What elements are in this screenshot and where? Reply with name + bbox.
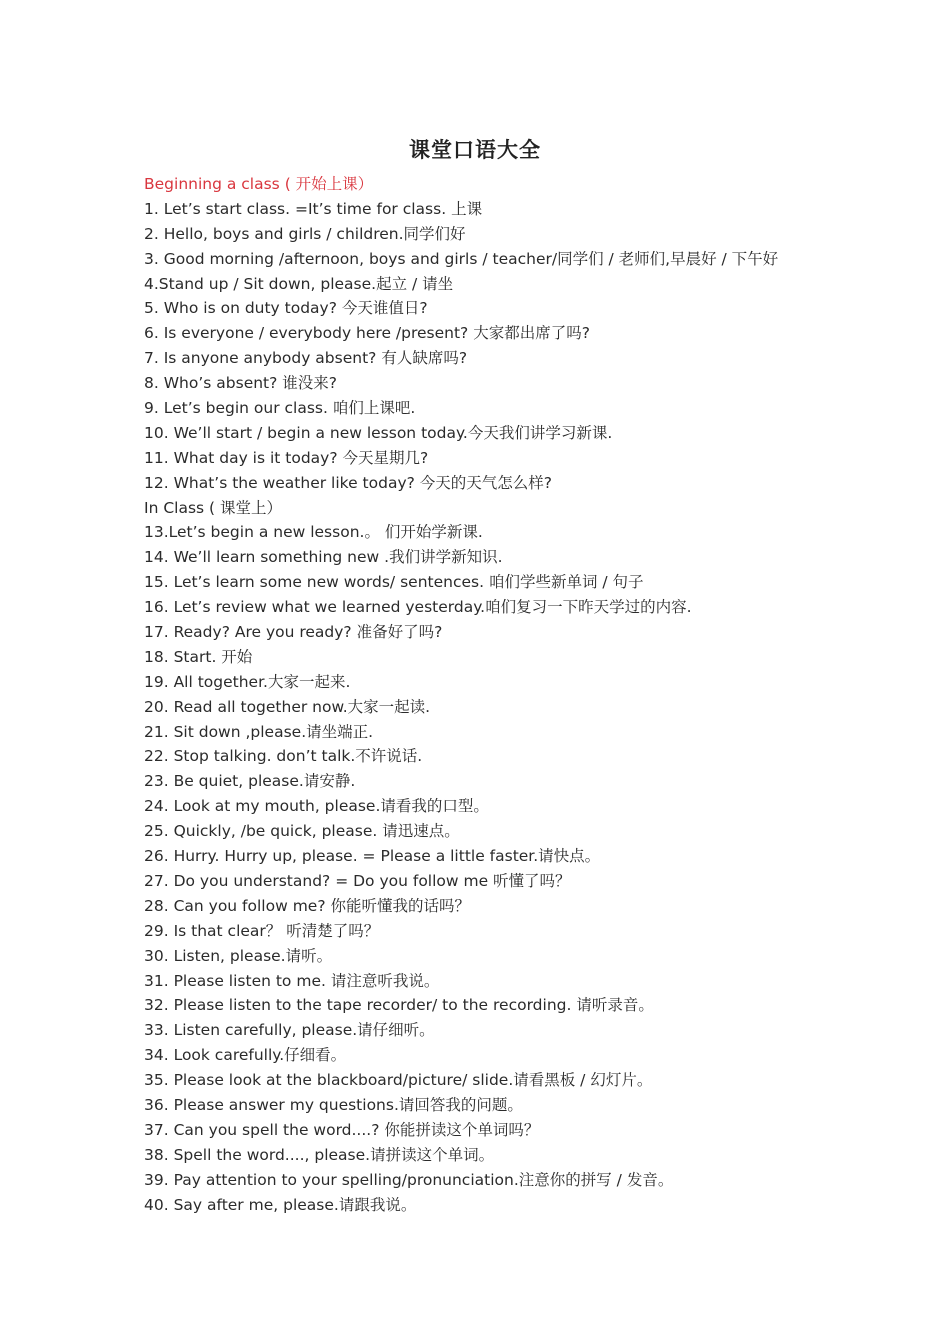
phrase-line: 29. Is that clear？ 听清楚了吗？ [144,921,380,940]
phrase-line: 16. Let’s review what we learned yesterday.咱们复习一下昨天学过的内容. [144,598,692,617]
phrase-line: 27. Do you understand? = Do you follow me 听懂了吗？ [144,871,571,890]
phrase-line: 19. All together.大家一起来. [144,672,351,691]
phrase-line: 2. Hello, boys and girls / children.同学们好 [144,224,466,243]
phrase-line: 38. Spell the word...., please.请拼读这个单词。 [144,1145,495,1164]
phrase-line: 39. Pay attention to your spelling/pronunciation.注意你的拼写 / 发音。 [144,1170,674,1189]
phrase-line: 20. Read all together now.大家一起读. [144,697,431,716]
phrase-line: 26. Hurry. Hurry up, please. = Please a little faster.请快点。 [144,847,601,866]
phrase-line: 6. Is everyone / everybody here /present? 大家都出席了吗? [144,324,590,343]
section-heading-beginning: Beginning a class ( 开始上课） [144,175,374,193]
phrase-line: 36. Please answer my questions.请回答我的问题。 [144,1095,523,1114]
phrase-line: 28. Can you follow me? 你能听懂我的话吗？ [144,896,470,915]
phrase-line: 22. Stop talking. don’t talk.不许说话. [144,747,423,766]
phrase-line: 35. Please look at the blackboard/picture/ slide.请看黑板 / 幻灯片。 [144,1071,653,1090]
section-heading-in-class: In Class ( 课堂上） [144,498,283,517]
phrase-line: 24. Look at my mouth, please.请看我的口型。 [144,797,489,816]
phrase-line: 7. Is anyone anybody absent? 有人缺席吗? [144,349,468,368]
phrase-line: 23. Be quiet, please.请安静. [144,772,356,791]
phrase-line: 15. Let’s learn some new words/ sentences. 咱们学些新单词 / 句子 [144,573,644,592]
phrase-line: 10. We’ll start / begin a new lesson today.今天我们讲学习新课. [144,423,613,442]
phrase-line: 40. Say after me, please.请跟我说。 [144,1195,417,1214]
phrase-line: 21. Sit down ,please.请坐端正. [144,722,374,741]
phrase-line: 30. Listen, please.请听。 [144,946,333,965]
phrase-line: 37. Can you spell the word....? 你能拼读这个单词吗？ [144,1120,540,1139]
phrase-line: 4.Stand up / Sit down, please.起立 / 请坐 [144,274,454,293]
phrase-line: 31. Please listen to me. 请注意听我说。 [144,971,440,990]
phrase-line: 33. Listen carefully, please.请仔细听。 [144,1021,435,1040]
phrase-line: 5. Who is on duty today? 今天谁值日? [144,299,428,318]
document-body [144,172,904,1217]
phrase-line: 32. Please listen to the tape recorder/ to the recording. 请听录音。 [144,996,654,1015]
phrase-line: 17. Ready? Are you ready? 准备好了吗? [144,623,443,642]
phrase-line: 14. We’ll learn something new .我们讲学新知识. [144,548,503,567]
phrase-line: 18. Start. 开始 [144,647,253,666]
phrase-line: 9. Let’s begin our class. 咱们上课吧. [144,399,416,418]
phrase-line: 8. Who’s absent? 谁没来? [144,374,338,393]
phrase-line: 3. Good morning /afternoon, boys and girls / teacher/同学们 / 老师们,早晨好 / 下午好 [144,249,779,268]
phrase-line: 34. Look carefully.仔细看。 [144,1046,347,1065]
phrase-line: 25. Quickly, /be quick, please. 请迅速点。 [144,822,460,841]
phrase-line: 13.Let’s begin a new lesson.。 们开始学新课. [144,523,483,542]
document-title: 课堂口语大全 [409,138,541,162]
phrase-line: 11. What day is it today? 今天星期几? [144,448,429,467]
phrase-line: 12. What’s the weather like today? 今天的天气怎么样? [144,473,552,492]
phrase-line: 1. Let’s start class. =It’s time for class. 上课 [144,199,483,218]
